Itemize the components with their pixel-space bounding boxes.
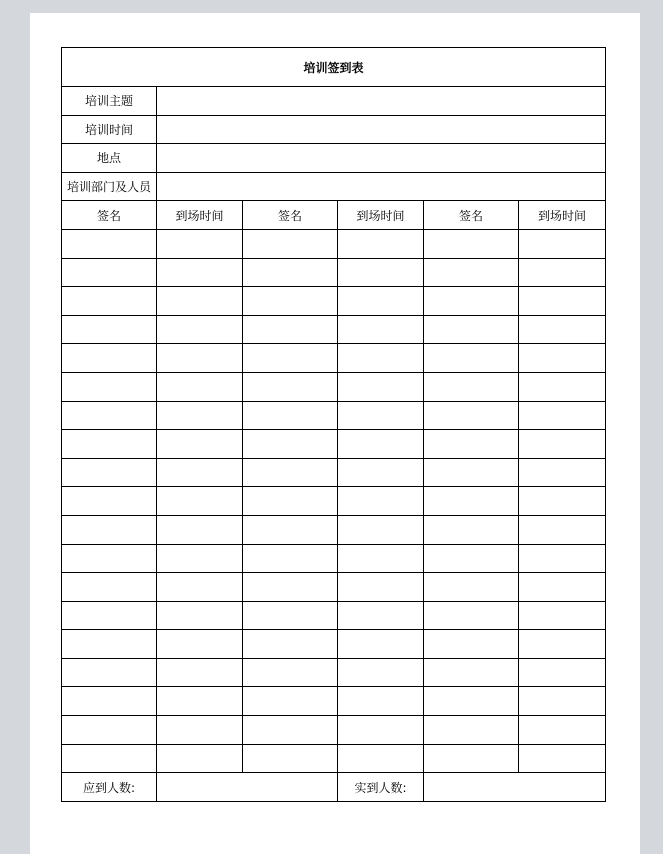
signature-cell[interactable]: [424, 458, 519, 487]
arrival-time-cell[interactable]: [157, 573, 243, 602]
signature-cell[interactable]: [424, 544, 519, 573]
arrival-time-cell[interactable]: [338, 287, 424, 316]
signature-cell[interactable]: [424, 630, 519, 659]
arrival-time-cell[interactable]: [519, 573, 606, 602]
signature-cell[interactable]: [243, 658, 338, 687]
signature-cell[interactable]: [424, 430, 519, 459]
info-row-time: [62, 115, 606, 144]
table-row: [62, 229, 606, 258]
table-row: [62, 430, 606, 459]
arrival-time-cell[interactable]: [338, 401, 424, 430]
table-row: [62, 601, 606, 630]
arrival-time-cell[interactable]: [519, 515, 606, 544]
column-header-signature: 签名: [62, 201, 157, 230]
signature-cell[interactable]: [243, 315, 338, 344]
signature-cell[interactable]: [62, 515, 157, 544]
signature-cell[interactable]: [62, 229, 157, 258]
arrival-time-cell[interactable]: [157, 744, 243, 773]
arrival-time-cell[interactable]: [338, 716, 424, 745]
signature-cell[interactable]: [424, 744, 519, 773]
table-row: [62, 344, 606, 373]
location-label: 地点: [62, 144, 157, 173]
signature-cell[interactable]: [424, 315, 519, 344]
sheet-title: 培训签到表: [62, 48, 606, 87]
arrival-time-cell[interactable]: [519, 658, 606, 687]
signature-cell[interactable]: [62, 658, 157, 687]
expected-count-label: 应到人数:: [62, 773, 157, 802]
signature-cell[interactable]: [424, 287, 519, 316]
arrival-time-cell[interactable]: [157, 401, 243, 430]
sign-in-sheet-table: [61, 47, 606, 802]
arrival-time-cell[interactable]: [157, 687, 243, 716]
signature-cell[interactable]: [243, 372, 338, 401]
signature-cell[interactable]: [424, 573, 519, 602]
signature-cell[interactable]: [243, 258, 338, 287]
table-row: [62, 573, 606, 602]
arrival-time-cell[interactable]: [157, 229, 243, 258]
signature-cell[interactable]: [62, 630, 157, 659]
arrival-time-cell[interactable]: [519, 229, 606, 258]
signature-cell[interactable]: [62, 716, 157, 745]
signature-cell[interactable]: [243, 630, 338, 659]
arrival-time-cell[interactable]: [157, 630, 243, 659]
arrival-time-cell[interactable]: [338, 487, 424, 516]
column-header-arrival-time: 到场时间: [157, 201, 243, 230]
arrival-time-cell[interactable]: [157, 716, 243, 745]
table-row: [62, 372, 606, 401]
signature-cell[interactable]: [243, 487, 338, 516]
arrival-time-cell[interactable]: [338, 687, 424, 716]
signature-cell[interactable]: [243, 716, 338, 745]
signature-cell[interactable]: [243, 515, 338, 544]
signature-cell[interactable]: [62, 372, 157, 401]
arrival-time-cell[interactable]: [157, 601, 243, 630]
arrival-time-cell[interactable]: [338, 315, 424, 344]
department-field[interactable]: [157, 172, 606, 201]
signature-cell[interactable]: [424, 487, 519, 516]
signature-cell[interactable]: [243, 430, 338, 459]
arrival-time-cell[interactable]: [157, 430, 243, 459]
signature-cell[interactable]: [243, 573, 338, 602]
arrival-time-cell[interactable]: [338, 258, 424, 287]
topic-field[interactable]: [157, 87, 606, 116]
arrival-time-cell[interactable]: [157, 487, 243, 516]
arrival-time-cell[interactable]: [519, 287, 606, 316]
column-header-arrival-time: 到场时间: [519, 201, 606, 230]
signature-cell[interactable]: [243, 687, 338, 716]
table-row: [62, 401, 606, 430]
signature-cell[interactable]: [424, 515, 519, 544]
table-row: [62, 658, 606, 687]
arrival-time-cell[interactable]: [519, 687, 606, 716]
expected-count-field[interactable]: [157, 773, 338, 802]
signature-cell[interactable]: [62, 573, 157, 602]
sheet-body: [62, 48, 606, 230]
arrival-time-cell[interactable]: [338, 372, 424, 401]
arrival-time-cell[interactable]: [519, 487, 606, 516]
signature-cell[interactable]: [62, 687, 157, 716]
signature-cell[interactable]: [62, 430, 157, 459]
table-row: [62, 458, 606, 487]
arrival-time-cell[interactable]: [157, 515, 243, 544]
arrival-time-cell[interactable]: [519, 458, 606, 487]
signature-cell[interactable]: [424, 601, 519, 630]
signature-cell[interactable]: [243, 544, 338, 573]
arrival-time-cell[interactable]: [157, 658, 243, 687]
signin-rows: [62, 229, 606, 772]
topic-label: 培训主题: [62, 87, 157, 116]
column-header-arrival-time: 到场时间: [338, 201, 424, 230]
table-row: [62, 630, 606, 659]
column-header-signature: 签名: [243, 201, 338, 230]
table-row: [62, 544, 606, 573]
signature-cell[interactable]: [62, 401, 157, 430]
signature-cell[interactable]: [62, 601, 157, 630]
actual-count-label: 实到人数:: [338, 773, 424, 802]
signature-cell[interactable]: [62, 258, 157, 287]
arrival-time-cell[interactable]: [157, 258, 243, 287]
time-field[interactable]: [157, 115, 606, 144]
signature-cell[interactable]: [62, 744, 157, 773]
actual-count-field[interactable]: [424, 773, 606, 802]
arrival-time-cell[interactable]: [338, 515, 424, 544]
arrival-time-cell[interactable]: [157, 344, 243, 373]
location-field[interactable]: [157, 144, 606, 173]
table-row: [62, 744, 606, 773]
arrival-time-cell[interactable]: [519, 630, 606, 659]
arrival-time-cell[interactable]: [157, 315, 243, 344]
signature-cell[interactable]: [62, 315, 157, 344]
arrival-time-cell[interactable]: [519, 430, 606, 459]
arrival-time-cell[interactable]: [338, 601, 424, 630]
arrival-time-cell[interactable]: [338, 544, 424, 573]
table-row: [62, 515, 606, 544]
arrival-time-cell[interactable]: [157, 372, 243, 401]
signature-cell[interactable]: [424, 372, 519, 401]
table-row: [62, 315, 606, 344]
signature-cell[interactable]: [424, 229, 519, 258]
time-label: 培训时间: [62, 115, 157, 144]
department-label: 培训部门及人员: [62, 172, 157, 201]
signature-cell[interactable]: [62, 544, 157, 573]
signature-cell[interactable]: [424, 658, 519, 687]
arrival-time-cell[interactable]: [519, 258, 606, 287]
arrival-time-cell[interactable]: [519, 315, 606, 344]
arrival-time-cell[interactable]: [338, 344, 424, 373]
arrival-time-cell[interactable]: [519, 716, 606, 745]
signature-cell[interactable]: [424, 687, 519, 716]
arrival-time-cell[interactable]: [519, 544, 606, 573]
arrival-time-cell[interactable]: [519, 744, 606, 773]
signature-cell[interactable]: [243, 287, 338, 316]
signature-cell[interactable]: [243, 344, 338, 373]
arrival-time-cell[interactable]: [157, 287, 243, 316]
title-row: [62, 48, 606, 87]
arrival-time-cell[interactable]: [338, 458, 424, 487]
table-row: [62, 687, 606, 716]
arrival-time-cell[interactable]: [338, 229, 424, 258]
info-row-department: [62, 172, 606, 201]
column-header-signature: 签名: [424, 201, 519, 230]
arrival-time-cell[interactable]: [519, 372, 606, 401]
arrival-time-cell[interactable]: [157, 544, 243, 573]
signature-cell[interactable]: [424, 716, 519, 745]
signature-cell[interactable]: [243, 229, 338, 258]
arrival-time-cell[interactable]: [338, 744, 424, 773]
arrival-time-cell[interactable]: [338, 430, 424, 459]
table-row: [62, 487, 606, 516]
arrival-time-cell[interactable]: [519, 401, 606, 430]
signature-cell[interactable]: [62, 344, 157, 373]
signature-cell[interactable]: [243, 744, 338, 773]
signature-cell[interactable]: [62, 487, 157, 516]
signature-cell[interactable]: [424, 344, 519, 373]
signature-cell[interactable]: [62, 458, 157, 487]
signature-cell[interactable]: [243, 601, 338, 630]
footer-body: [62, 773, 606, 802]
signature-cell[interactable]: [243, 458, 338, 487]
arrival-time-cell[interactable]: [338, 573, 424, 602]
footer-row: [62, 773, 606, 802]
arrival-time-cell[interactable]: [338, 630, 424, 659]
arrival-time-cell[interactable]: [157, 458, 243, 487]
table-row: [62, 716, 606, 745]
table-row: [62, 258, 606, 287]
signature-cell[interactable]: [243, 401, 338, 430]
document-page: [30, 13, 640, 854]
arrival-time-cell[interactable]: [519, 601, 606, 630]
info-row-topic: [62, 87, 606, 116]
signature-cell[interactable]: [424, 258, 519, 287]
arrival-time-cell[interactable]: [519, 344, 606, 373]
signature-cell[interactable]: [424, 401, 519, 430]
column-header-row: [62, 201, 606, 230]
table-row: [62, 287, 606, 316]
arrival-time-cell[interactable]: [338, 658, 424, 687]
info-row-location: [62, 144, 606, 173]
signature-cell[interactable]: [62, 287, 157, 316]
